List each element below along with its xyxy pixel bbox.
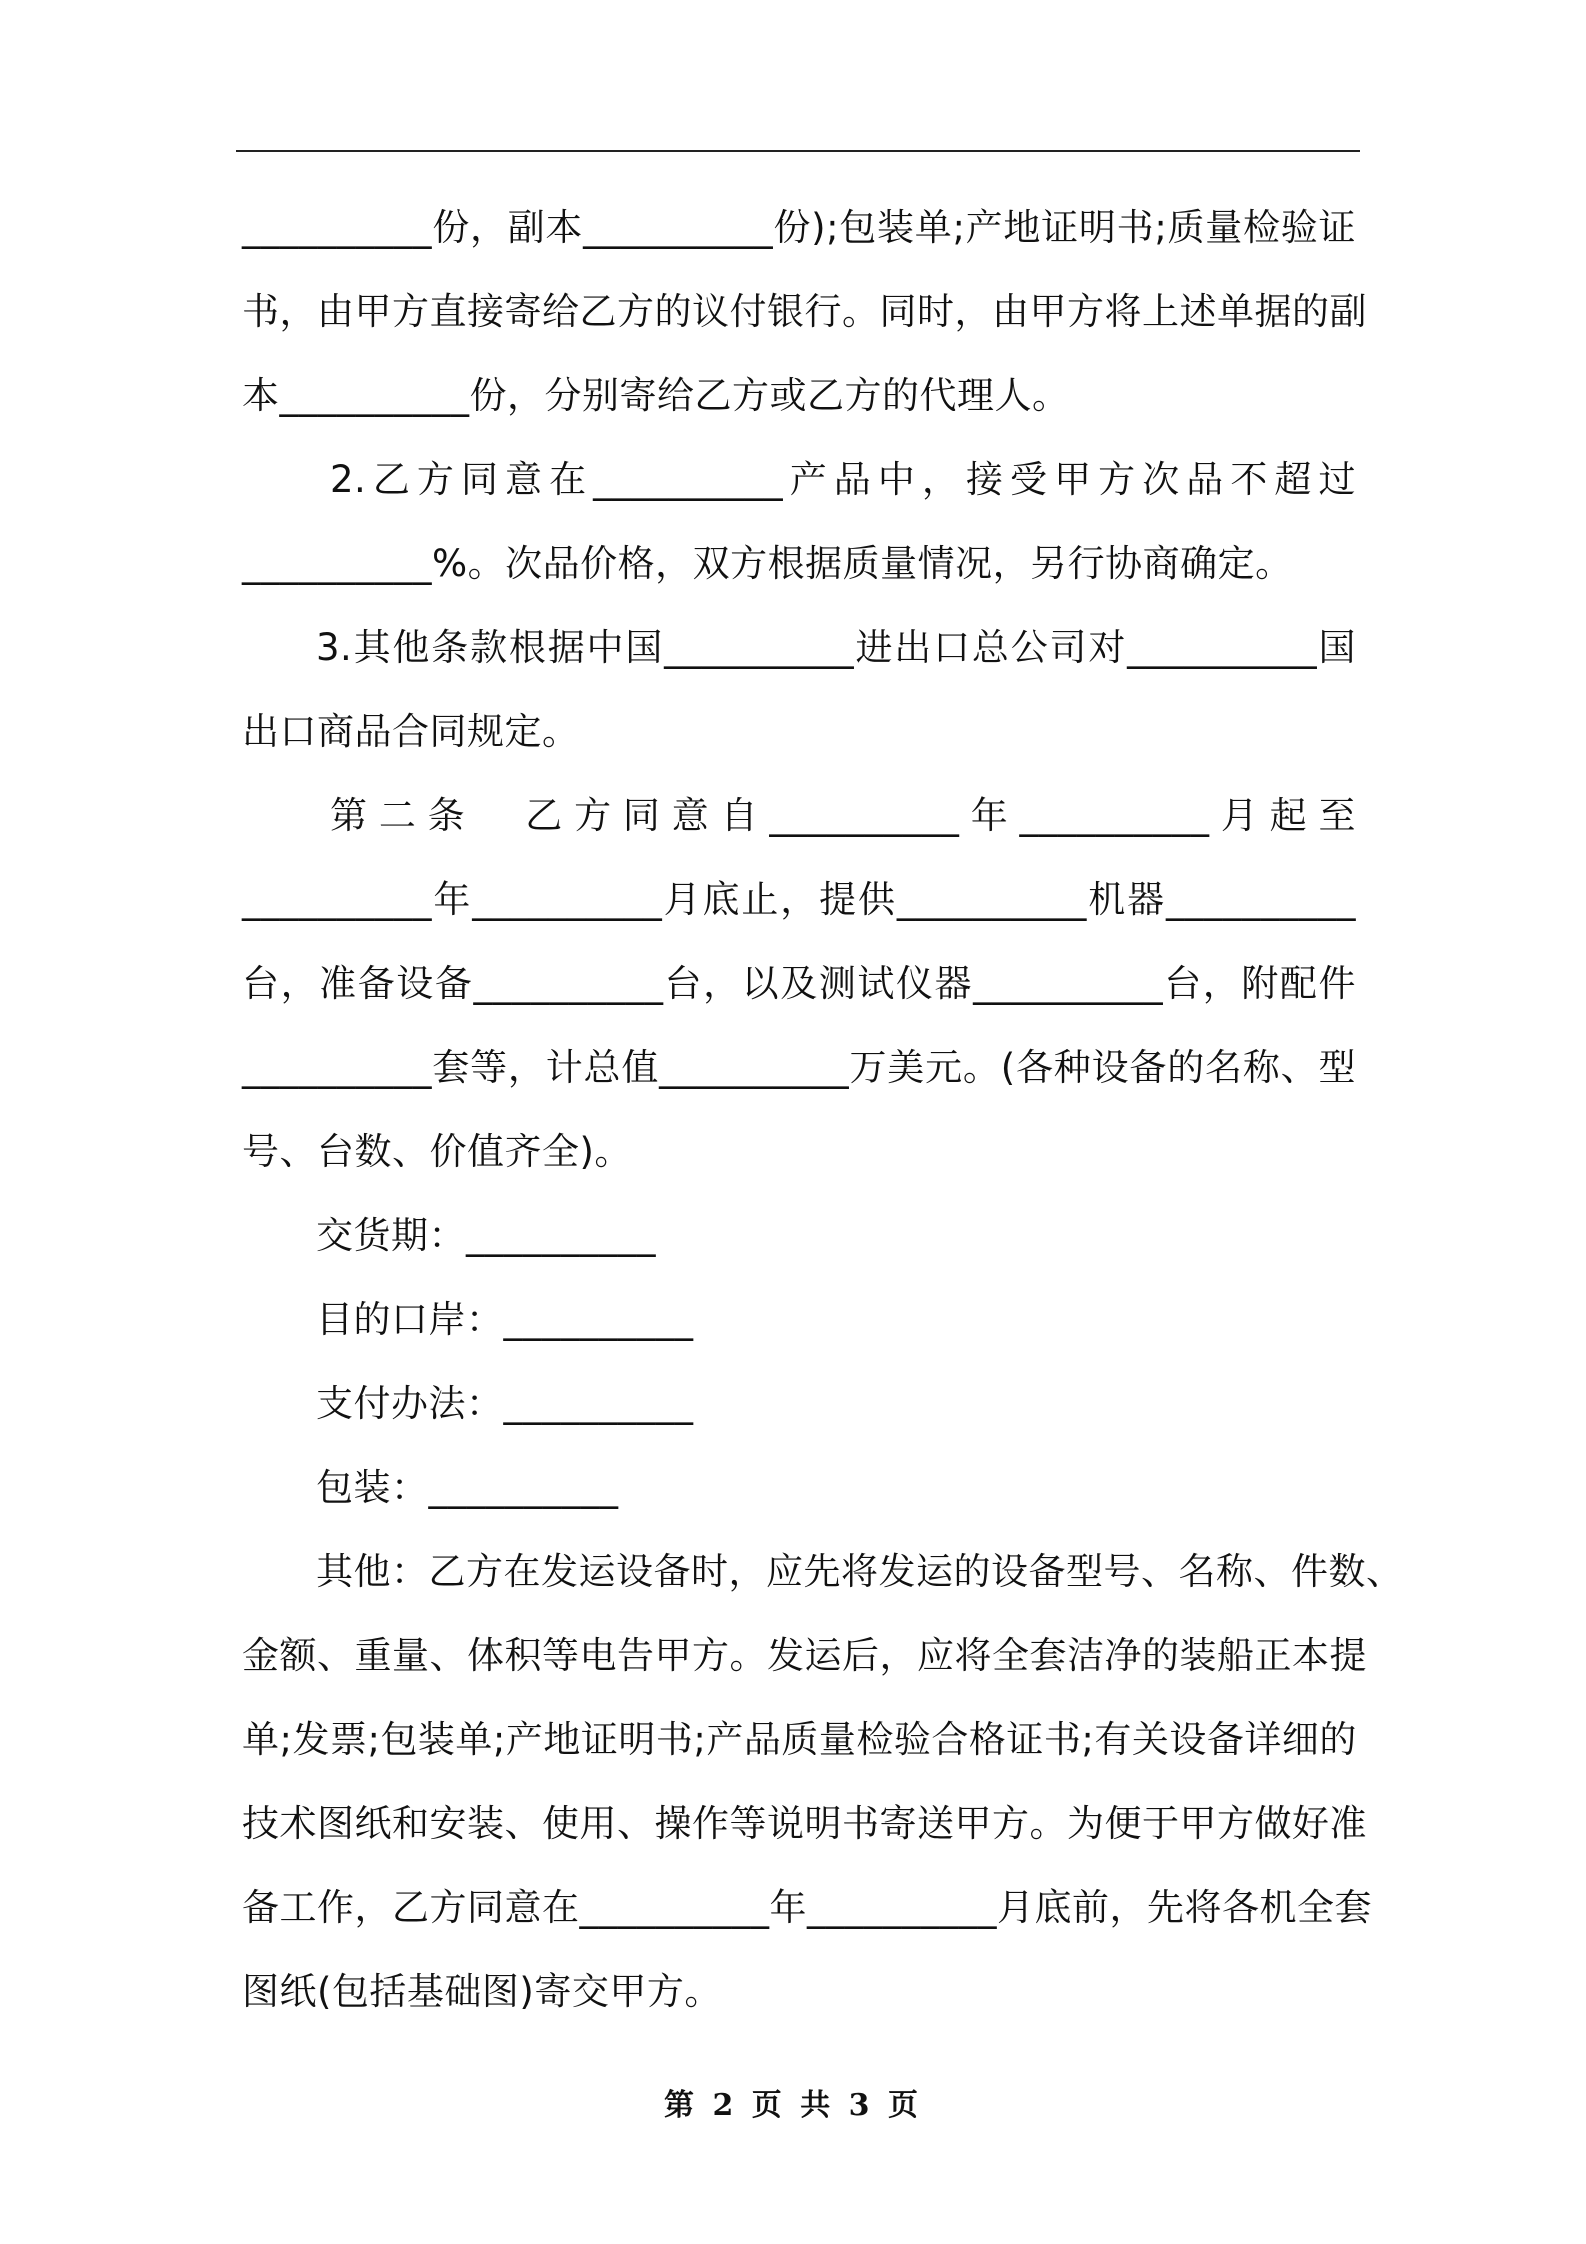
document-body (242, 186, 1404, 2034)
body-line: 书，由甲方直接寄给乙方的议付银行。同时，由甲方将上述单据的副 (242, 290, 1367, 333)
body-line: __________年__________月底止，提供__________机器__________ (242, 878, 1356, 921)
destination-port-line: 目的口岸：__________ (316, 1298, 694, 1341)
payment-method-line: 支付办法：__________ (316, 1382, 694, 1425)
delivery-term-line: 交货期：__________ (316, 1214, 656, 1257)
body-line: 3.其他条款根据中国__________进出口总公司对__________国 (316, 626, 1356, 669)
packing-line: 包装：__________ (316, 1466, 619, 1509)
body-line: 单;发票;包装单;产地证明书;产品质量检验合格证书;有关设备详细的 (242, 1718, 1357, 1761)
body-line: 本__________份，分别寄给乙方或乙方的代理人。 (242, 374, 1070, 417)
body-line: 备工作，乙方同意在__________年__________月底前，先将各机全套 (242, 1886, 1372, 1929)
body-line: __________份，副本__________份);包装单;产地证明书;质量检验证 (242, 206, 1356, 249)
body-line: 号、台数、价值齐全)。 (242, 1130, 632, 1173)
body-line: 其他：乙方在发运设备时，应先将发运的设备型号、名称、件数、 (316, 1550, 1404, 1593)
body-line: 出口商品合同规定。 (242, 710, 580, 753)
body-line: 2.乙方同意在__________产品中，接受甲方次品不超过 (330, 458, 1356, 501)
body-line: 图纸(包括基础图)寄交甲方。 (242, 1970, 722, 2013)
body-line: __________%。次品价格，双方根据质量情况，另行协商确定。 (242, 542, 1293, 585)
header-rule (236, 150, 1360, 152)
page-number-footer: 第 2 页 共 3 页 (664, 2088, 922, 2123)
body-line: __________套等，计总值__________万美元。(各种设备的名称、型 (242, 1046, 1356, 1089)
body-line: 金额、重量、体积等电告甲方。发运后，应将全套洁净的装船正本提 (242, 1634, 1367, 1677)
body-line: 台，准备设备__________台，以及测试仪器__________台，附配件 (242, 962, 1356, 1005)
article-heading-line: 第二条 乙方同意自__________年__________月起至 (330, 794, 1356, 837)
body-line: 技术图纸和安装、使用、操作等说明书寄送甲方。为便于甲方做好准 (242, 1802, 1367, 1845)
